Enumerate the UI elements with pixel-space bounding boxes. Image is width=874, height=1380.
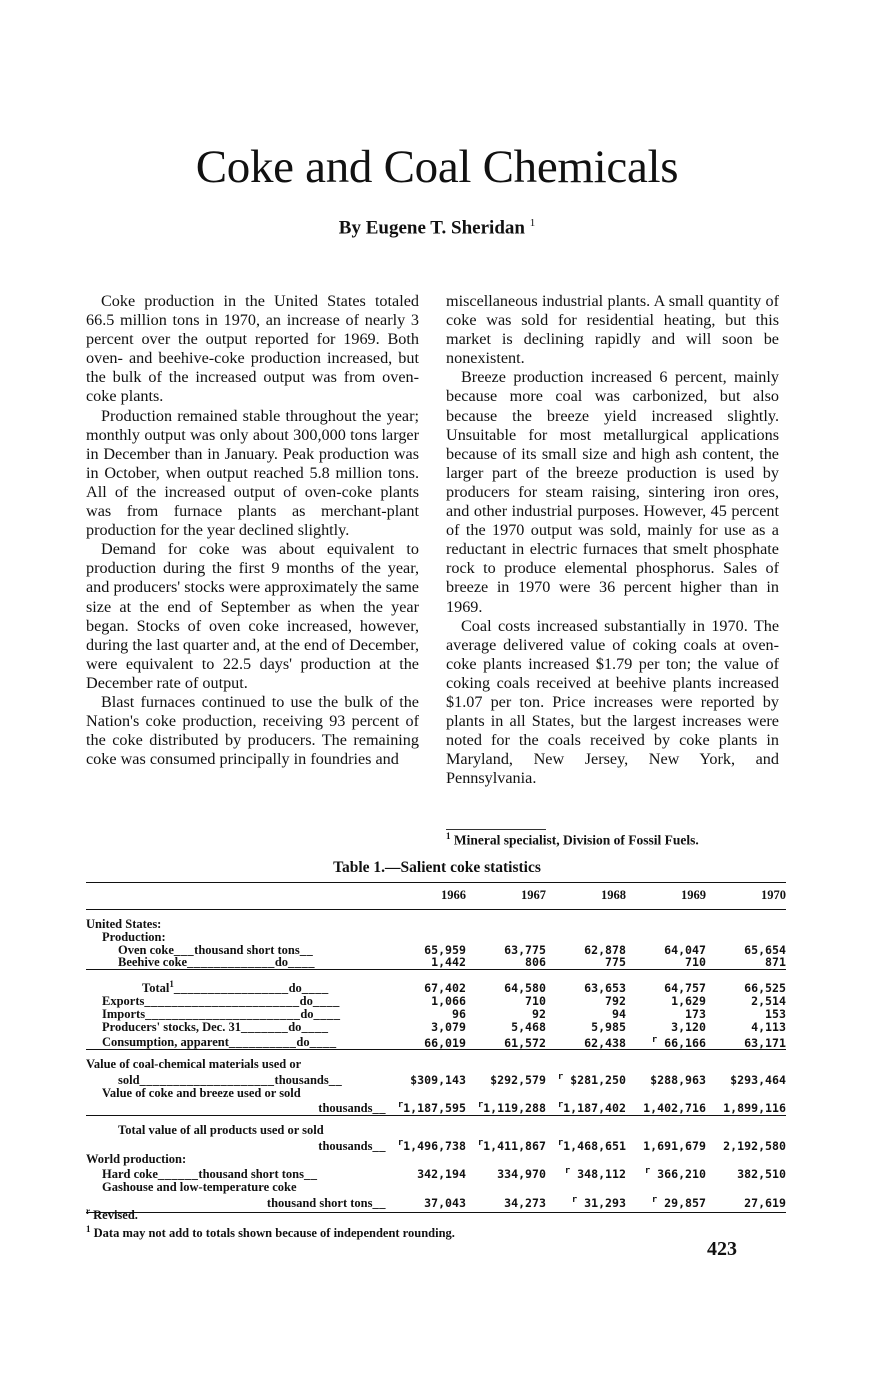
page-number: 423 [707, 1238, 737, 1260]
table-title: Table 1.—Salient coke statistics [333, 859, 541, 876]
table-cell [626, 1165, 706, 1181]
table-cell [626, 1034, 706, 1050]
section-heading: United States: [86, 917, 162, 931]
table-header-row [86, 883, 786, 910]
table-cell: 1,066 [431, 994, 466, 1009]
table-row [86, 1071, 786, 1087]
table-row-label-line [86, 1087, 786, 1100]
cell-value: 61,572 [504, 1035, 546, 1050]
cell-value: 1,411,867 [483, 1138, 546, 1153]
leader-dots: _______ [240, 1019, 289, 1034]
salient-statistics-table-wrapper [86, 882, 786, 1213]
revised-mark: r [397, 1100, 404, 1111]
section-heading-row [86, 1153, 786, 1166]
leader-dots: ____ [301, 981, 329, 996]
row-unit: do [299, 994, 313, 1009]
section-heading-row [86, 918, 786, 931]
table-cell: 64,757 [664, 981, 706, 996]
table-cell [386, 1165, 466, 1181]
revised-mark: r [477, 1100, 484, 1111]
table-row [86, 1021, 786, 1034]
table-cell [626, 1071, 706, 1087]
table-cell [706, 1071, 786, 1087]
cell-value: 62,438 [584, 1035, 626, 1050]
column-header-year: 1967 [466, 883, 546, 910]
row-label-text: Total [142, 981, 170, 996]
table-cell [706, 1194, 786, 1213]
cell-value: $309,143 [410, 1072, 466, 1087]
table-cell: 65,654 [744, 942, 786, 957]
table-row-label-line [86, 1181, 786, 1194]
leader-dots: __ [304, 1167, 318, 1182]
table-header-blank [86, 883, 386, 910]
table-row [86, 1099, 786, 1115]
leader-dots: ___ [173, 942, 195, 957]
table-cell [706, 1099, 786, 1115]
leader-dots: ____________________ [139, 1072, 275, 1087]
revised-mark: r [557, 1071, 564, 1082]
row-label [86, 1165, 386, 1181]
table-cell: 64,580 [504, 981, 546, 996]
cell-value: 31,293 [584, 1195, 626, 1210]
cell-value: 366,210 [657, 1167, 706, 1182]
row-label [86, 1021, 386, 1034]
table-cell [386, 1137, 466, 1153]
note-mark: r [86, 1206, 90, 1216]
section-heading: World production: [86, 1151, 187, 1166]
column-header-year: 1970 [706, 883, 786, 910]
row-label [86, 978, 386, 995]
row-unit: thousands [318, 1138, 373, 1153]
cell-value: 2,192,580 [723, 1138, 786, 1153]
cell-value: 1,187,402 [563, 1101, 626, 1116]
table-cell [626, 1194, 706, 1213]
cell-value: $293,464 [730, 1072, 786, 1087]
leader-dots: ____ [288, 955, 316, 970]
table-cell [466, 1194, 546, 1213]
table-cell [466, 1071, 546, 1087]
revised-mark: r [651, 1194, 658, 1205]
table-cell [546, 1099, 626, 1115]
cell-value: 1,899,116 [723, 1101, 786, 1116]
table-cell [706, 1034, 786, 1050]
table-cell [546, 1194, 626, 1213]
row-unit: thousand short tons [198, 1167, 304, 1182]
leader-dots: __ [372, 1101, 386, 1116]
leader-dots: ____ [312, 994, 340, 1009]
row-unit: do [300, 1006, 314, 1021]
leader-dots: _______________________ [144, 994, 300, 1009]
table-cell [626, 1137, 706, 1153]
row-label-line: Value of coke and breeze used or sold [102, 1085, 301, 1100]
row-label-text: sold [118, 1072, 140, 1087]
paragraph: Blast furnaces continued to use the bulk of the Nation's coke production, receiving 93 percent of the coke distributed by producers. The remaining coke was consumed principally in foundries and [86, 692, 419, 769]
leader-dots: ______ [157, 1167, 199, 1182]
table-cell [546, 1071, 626, 1087]
cell-value: 382,510 [737, 1167, 786, 1182]
row-label-text: Producers' stocks, Dec. 31 [102, 1019, 241, 1034]
table-cell [706, 1137, 786, 1153]
subsection-heading: Production: [102, 929, 166, 944]
table-row-label-line [86, 1058, 786, 1071]
row-label-line: Total value of all products used or sold [118, 1123, 324, 1138]
cell-value: 27,619 [744, 1195, 786, 1210]
row-label-text: Exports [102, 994, 145, 1009]
row-label-text: Oven coke [118, 942, 174, 957]
cell-value: 348,112 [577, 1167, 626, 1182]
revised-mark: r [477, 1137, 484, 1148]
table-row-total [86, 1137, 786, 1153]
cell-value: 37,043 [424, 1195, 466, 1210]
paragraph: Breeze production increased 6 percent, mainly because more coal was carbonized, but also because the breeze yield increased slightly. Unsuitable for most metallurgical applications because of its small size and high ash content, the larger part of the breeze production is used by producers for steam raising, sintering iron ores, and other industrial purposes. However, 45 percent of the 1970 output was sold, mainly for use as a reductant in electric furnaces that smelt phosphate rock to produce elemental phosphorus. Sales of breeze in 1970 were 36 percent higher than in 1969. [446, 368, 779, 616]
leader-dots: ____ [313, 1006, 341, 1021]
table-cell: 5,985 [591, 1019, 626, 1034]
salient-statistics-table [86, 882, 786, 1213]
table-note [86, 1204, 455, 1222]
table-cell: 173 [685, 1006, 706, 1021]
chapter-title: Coke and Coal Chemicals [195, 141, 679, 193]
leader-dots: __ [328, 1072, 343, 1087]
cell-value: 63,171 [744, 1035, 786, 1050]
cell-value: $292,579 [490, 1072, 546, 1087]
leader-dots: _____________ [187, 955, 275, 970]
row-label-text: Consumption, apparent [102, 1035, 229, 1050]
row-label-text: Beehive coke [118, 955, 188, 970]
cell-value: 342,194 [417, 1167, 466, 1182]
cell-value: 1,402,716 [643, 1101, 706, 1116]
table-cell: 63,775 [504, 942, 546, 957]
footnote-divider [446, 829, 546, 830]
revised-mark: r [651, 1034, 658, 1045]
table-cell: 5,468 [511, 1019, 546, 1034]
row-label-text: Hard coke [102, 1167, 158, 1182]
cell-value: 1,187,595 [403, 1101, 466, 1116]
byline-footnote-mark: 1 [529, 217, 536, 229]
revised-mark: r [564, 1166, 571, 1177]
cell-value: 1,468,651 [563, 1138, 626, 1153]
row-label [86, 1099, 386, 1115]
table-cell: 871 [706, 956, 786, 969]
revised-mark: r [571, 1194, 578, 1205]
footnote-text: Mineral specialist, Division of Fossil Fuels. [453, 832, 699, 848]
column-header-year: 1968 [546, 883, 626, 910]
footnote [446, 831, 776, 849]
column-header-year: 1966 [386, 883, 466, 910]
paragraph-continued: miscellaneous industrial plants. A small quantity of coke was sold for residential heating, but this market is declining rapidly and will soon be nonexistent. [446, 292, 779, 368]
column-header-year: 1969 [626, 883, 706, 910]
byline [0, 217, 874, 239]
table-row-label-line [86, 1124, 786, 1137]
table-cell: 775 [546, 956, 626, 969]
table-row [86, 956, 786, 969]
cell-value: 66,019 [424, 1035, 466, 1050]
row-unit: thousand short tons [194, 942, 300, 957]
spacer-row [86, 970, 786, 979]
cell-value: 1,496,738 [403, 1138, 466, 1153]
table-cell: 710 [626, 956, 706, 969]
table-cell [466, 1034, 546, 1050]
table-notes [86, 1204, 455, 1240]
row-unit: thousand short tons [266, 1195, 373, 1210]
paragraph: Coke production in the United States totaled 66.5 million tons in 1970, an increase of nearly 3 percent over the output reported for 1969. Both oven- and beehive-coke production increased, but the bulk of the increased output was from oven-coke plants. [86, 292, 419, 406]
paragraph: Coal costs increased substantially in 1970. The average delivered value of coking coals at oven-coke plants increased $1.79 per ton; the value of coking coals received at beehive plants increased $1.07 per ton. Price increases were reported by plants in all States, but the largest increases were noted for the coals received by coke plants in Maryland, New Jersey, New York, and Pennsylvania. [446, 616, 779, 788]
row-unit: thousands [318, 1101, 373, 1116]
row-unit: thousands [274, 1072, 329, 1087]
table-cell: 4,113 [751, 1019, 786, 1034]
leader-dots: _________________ [173, 981, 289, 996]
cell-value: 1,691,679 [643, 1138, 706, 1153]
cell-value: 29,857 [664, 1195, 706, 1210]
table-cell: 3,120 [671, 1019, 706, 1034]
table-cell: 3,079 [431, 1019, 466, 1034]
table-cell [546, 1165, 626, 1181]
row-unit: do [296, 1035, 310, 1050]
table-row [86, 1034, 786, 1050]
paragraph: Demand for coke was about equivalent to production during the first 9 months of the year, and producers' stocks were approximately the same size at the end of September as when the year began. Stocks of oven coke increased, however, during the last quarter and, at the end of December, were equivalent to 22.5 days' production at the December rate of output. [86, 540, 419, 692]
table-cell [466, 1137, 546, 1153]
cell-value: 34,273 [504, 1195, 546, 1210]
table-cell: 92 [532, 1006, 546, 1021]
author-name: By Eugene T. Sheridan [338, 217, 525, 239]
leader-dots: __ [372, 1138, 386, 1153]
table-cell: 66,525 [744, 981, 786, 996]
table-cell: 65,959 [424, 942, 466, 957]
revised-mark: r [397, 1137, 404, 1148]
cell-value: 66,166 [664, 1035, 706, 1050]
footnote-mark: 1 [446, 831, 451, 841]
table-cell [386, 1099, 466, 1115]
cell-value: 1,119,288 [483, 1101, 546, 1116]
table-cell: 2,514 [751, 994, 786, 1009]
table-cell: 710 [525, 994, 546, 1009]
table-cell: 153 [765, 1006, 786, 1021]
text-column-left [86, 292, 419, 769]
revised-mark: r [644, 1166, 651, 1177]
row-unit: do [288, 981, 302, 996]
note-text: Revised. [93, 1208, 138, 1223]
revised-mark: r [557, 1137, 564, 1148]
row-label [86, 1071, 386, 1087]
table-cell: 63,653 [584, 981, 626, 996]
row-label-line: Value of coal-chemical materials used or [86, 1057, 302, 1072]
table-row-total [86, 978, 786, 995]
leader-dots: __ [299, 942, 314, 957]
leader-dots: __________ [228, 1035, 297, 1050]
table-cell [466, 1099, 546, 1115]
row-label [86, 956, 386, 969]
spacer-row [86, 910, 786, 919]
cell-value: $288,963 [650, 1072, 706, 1087]
table-cell: 792 [605, 994, 626, 1009]
footnote-mark: 1 [169, 979, 174, 990]
row-label-text: Imports [102, 1006, 146, 1021]
table-cell [386, 1071, 466, 1087]
table-cell: 64,047 [664, 942, 706, 957]
table-cell: 62,878 [584, 942, 626, 957]
table-cell [466, 1165, 546, 1181]
table-cell: 806 [466, 956, 546, 969]
row-label [86, 1137, 386, 1153]
table-row [86, 1165, 786, 1181]
note-text: Data may not add to totals shown because of independent rounding. [93, 1226, 455, 1241]
table-cell: 1,442 [386, 956, 466, 969]
revised-mark: r [557, 1100, 564, 1111]
table-cell [546, 1034, 626, 1050]
leader-dots: __ [372, 1195, 386, 1210]
row-unit: do [288, 1019, 302, 1034]
table-cell: 94 [612, 1006, 626, 1021]
cell-value: $281,250 [570, 1072, 626, 1087]
table-note [86, 1222, 455, 1240]
note-mark: 1 [86, 1224, 91, 1235]
leader-dots: ____ [309, 1035, 337, 1050]
text-column-right [446, 292, 779, 788]
table-cell [706, 1165, 786, 1181]
leader-dots: _______________________ [145, 1006, 301, 1021]
table-cell: 96 [452, 1006, 466, 1021]
row-label [86, 1034, 386, 1050]
table-cell: 67,402 [424, 981, 466, 996]
row-label-line: Gashouse and low-temperature coke [102, 1180, 297, 1194]
table-cell [546, 1137, 626, 1153]
table-cell: 1,629 [671, 994, 706, 1009]
cell-value: 334,970 [497, 1167, 546, 1182]
table-cell [386, 1034, 466, 1050]
paragraph: Production remained stable throughout the year; monthly output was only about 300,000 tons larger in December than in January. Peak production was in October, when output reached 5.8 million tons. All of the increased output of oven-coke plants was from furnace plants as merchant-plant production for the year declined slightly. [86, 406, 419, 540]
row-unit: do [274, 955, 289, 970]
table-cell [626, 1099, 706, 1115]
leader-dots: ____ [301, 1019, 329, 1034]
